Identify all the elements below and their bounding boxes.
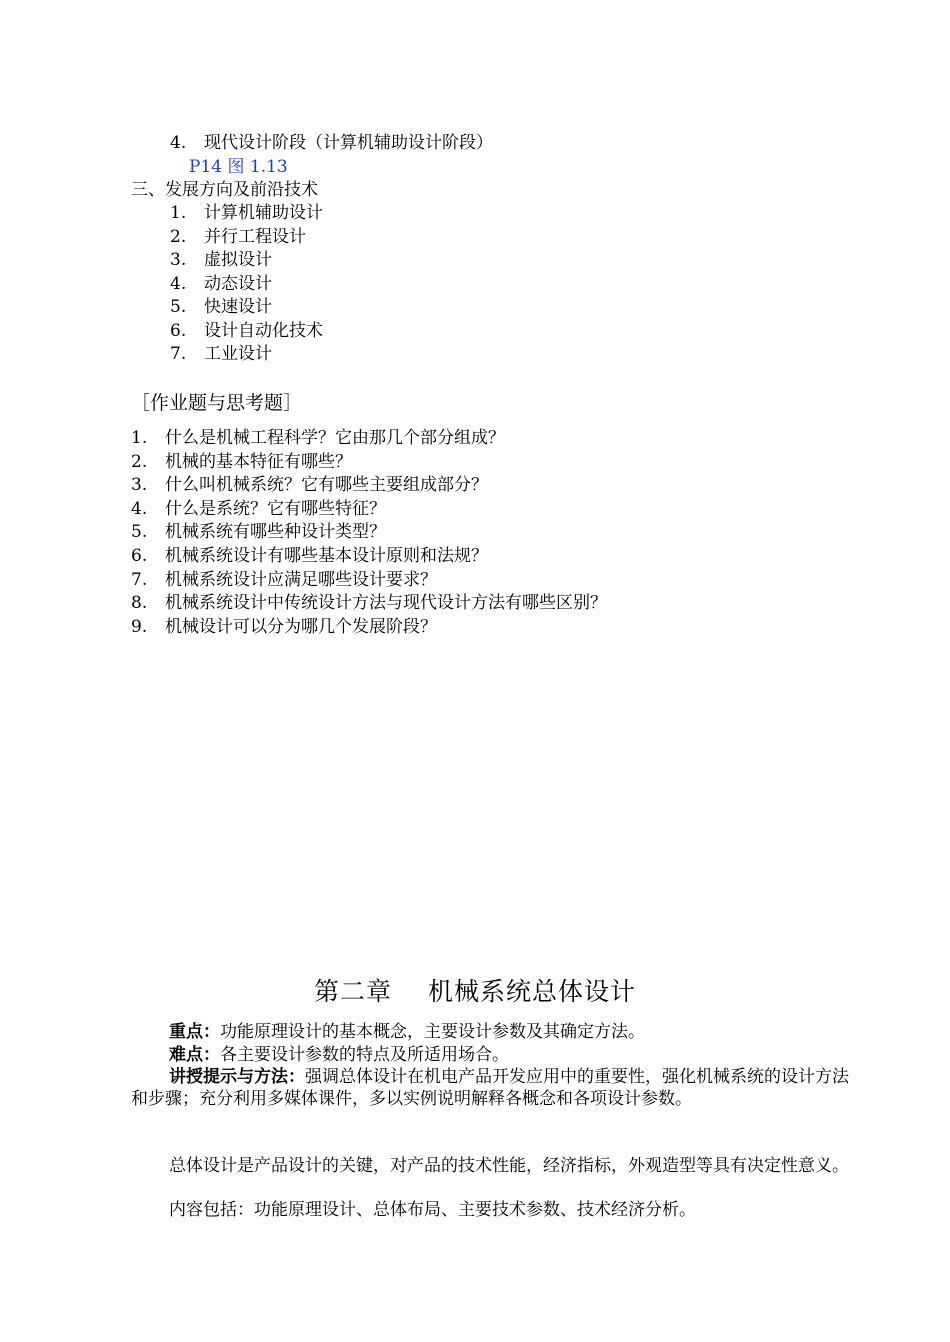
list-item: [170, 343, 272, 365]
list-text: 什么是机械工程科学？它由那几个部分组成？: [165, 428, 505, 448]
list-text: 机械系统设计应满足哪些设计要求？: [165, 569, 437, 590]
list-number: 3.: [131, 475, 148, 496]
difficulty-points: [131, 1044, 849, 1066]
list-number: 7.: [131, 569, 148, 590]
difficulty-label: 难点：: [169, 1045, 220, 1065]
list-item: [131, 451, 352, 473]
list-number: 6.: [170, 320, 187, 341]
list-number: 2.: [131, 451, 148, 472]
list-number: 4.: [170, 273, 187, 294]
list-text: 机械设计可以分为哪几个发展阶段？: [165, 616, 437, 637]
list-text: 动态设计: [204, 273, 272, 294]
list-number: 8.: [131, 593, 148, 614]
list-number: 1.: [170, 203, 187, 223]
list-number: 7.: [170, 344, 187, 364]
list-number: 6.: [131, 546, 148, 566]
list-item: [170, 320, 323, 342]
list-item: [170, 249, 272, 271]
list-number: 9.: [131, 616, 148, 637]
list-number: 3.: [170, 250, 187, 270]
list-text: 工业设计: [204, 344, 272, 364]
list-item: [170, 296, 272, 318]
list-number: 4.: [170, 133, 187, 153]
list-item: [131, 545, 488, 567]
list-text: 机械系统设计有哪些基本设计原则和法规？: [165, 546, 488, 566]
list-number: 5.: [170, 297, 187, 317]
list-text: 什么是系统？它有哪些特征？: [165, 498, 386, 519]
teaching-label: 讲授提示与方法：: [169, 1067, 305, 1087]
figure-reference: P14 图 1.13: [189, 157, 288, 177]
list-text: 机械系统设计中传统设计方法与现代设计方法有哪些区别？: [165, 593, 607, 614]
list-item: [170, 202, 323, 224]
overview-paragraph: 总体设计是产品设计的关键，对产品的技术性能，经济指标，外观造型等具有决定性意义。: [169, 1156, 849, 1176]
section-title: 三、发展方向及前沿技术: [131, 180, 318, 200]
list-item: [170, 226, 306, 248]
chapter-name: 机械系统总体设计: [428, 977, 637, 1006]
difficulty-text: 各主要设计参数的特点及所适用场合。: [220, 1045, 509, 1065]
list-number: 5.: [131, 522, 148, 543]
list-item: [131, 427, 505, 449]
key-text: 功能原理设计的基本概念，主要设计参数及其确定方法。: [220, 1022, 645, 1042]
list-text: 并行工程设计: [204, 226, 306, 247]
list-number: 4.: [131, 498, 148, 519]
key-points: [131, 1021, 849, 1043]
list-text: 现代设计阶段（计算机辅助设计阶段）: [204, 133, 493, 153]
list-item: [131, 474, 488, 496]
chapter-number: 第二章: [313, 977, 392, 1006]
chapter-title: [0, 975, 950, 1009]
list-text: 什么叫机械系统？它有哪些主要组成部分？: [165, 475, 488, 496]
list-item: [131, 569, 437, 591]
list-text: 设计自动化技术: [204, 320, 323, 341]
list-text: 机械的基本特征有哪些？: [165, 451, 352, 472]
homework-heading: ［作业题与思考题］: [131, 392, 303, 414]
list-item: [131, 498, 386, 520]
list-text: 计算机辅助设计: [204, 203, 323, 223]
teaching-tips: [131, 1066, 849, 1110]
list-text: 机械系统有哪些种设计类型？: [165, 522, 386, 543]
list-item: [131, 592, 607, 614]
list-text: 虚拟设计: [204, 250, 272, 270]
list-item: [170, 132, 493, 154]
list-number: 2.: [170, 226, 187, 247]
content-paragraph: 内容包括：功能原理设计、总体布局、主要技术参数、技术经济分析。: [169, 1200, 696, 1220]
list-item: [131, 521, 386, 543]
teaching-text: 强调总体设计在机电产品开发应用中的重要性，强化机械系统的设计方法和步骤；充分利用多媒体课件，多以实例说明解释各概念和各项设计参数。: [131, 1067, 849, 1109]
list-text: 快速设计: [204, 297, 272, 317]
list-item: [170, 273, 272, 295]
list-item: [131, 616, 437, 638]
list-number: 1.: [131, 428, 148, 448]
key-label: 重点：: [169, 1022, 220, 1042]
